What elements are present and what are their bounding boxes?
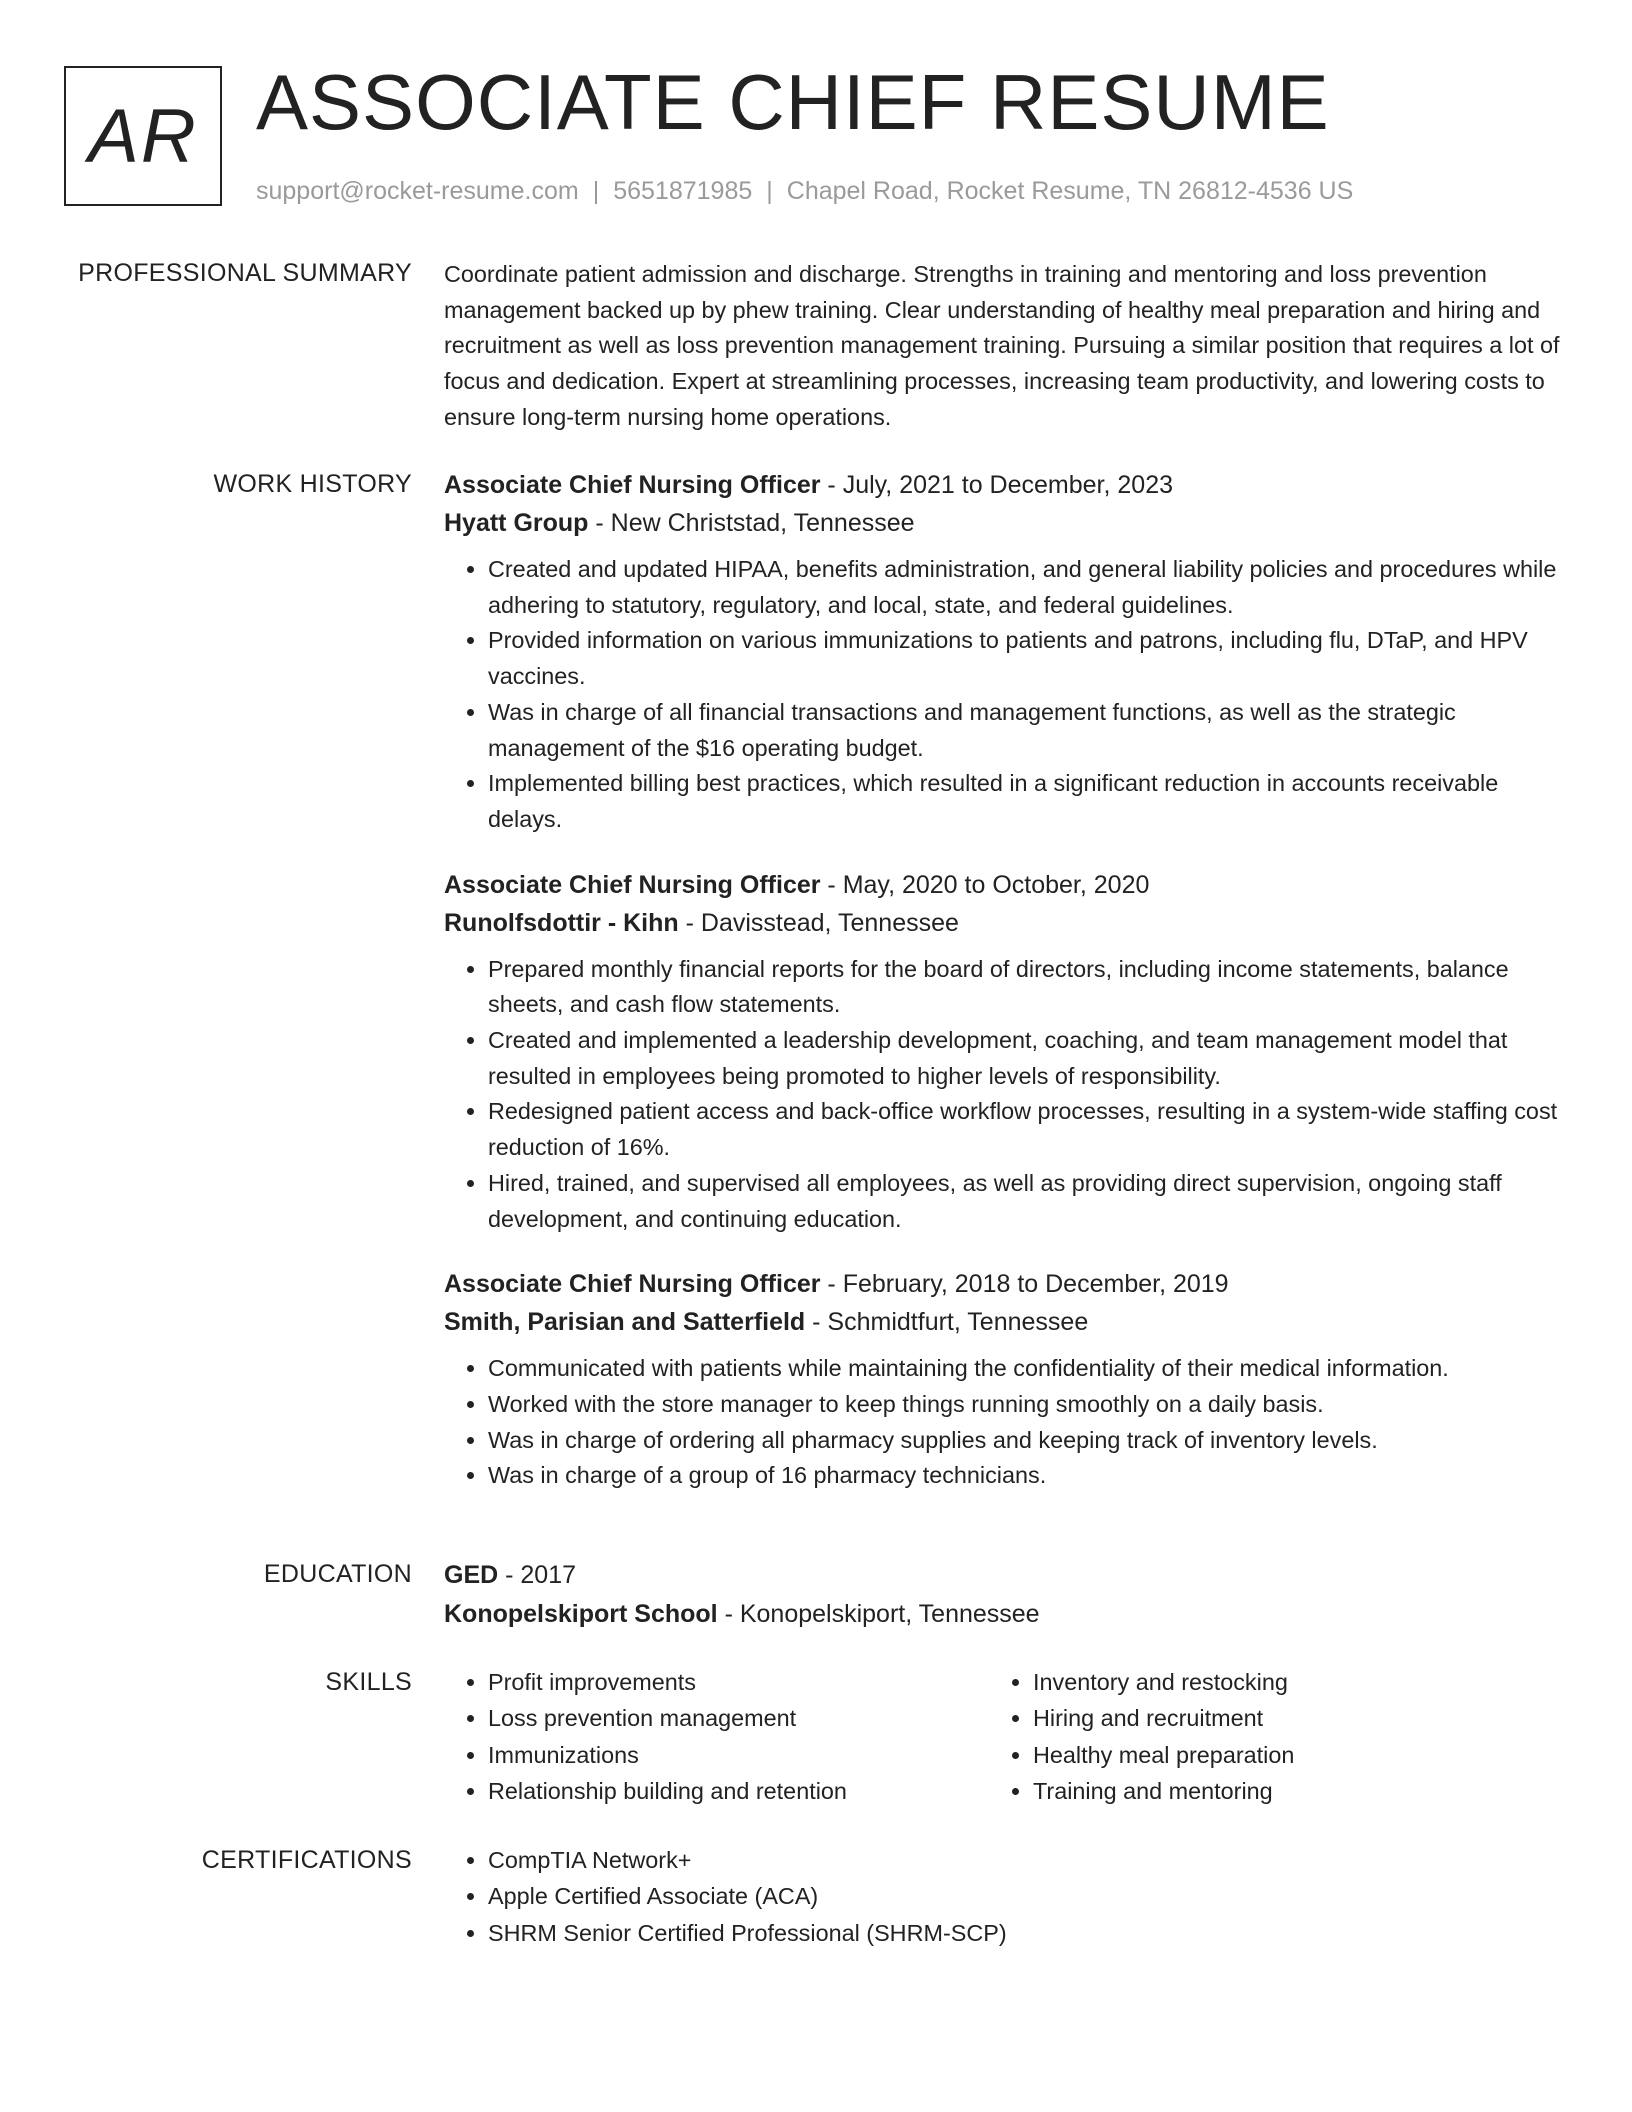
job-bullet: • Redesigned patient access and back-office workflow processes, resulting in a system-wide staffing cost reduction of 16%. xyxy=(488,1094,1564,1165)
job-company-line xyxy=(444,504,1564,542)
education-degree: GED xyxy=(444,1561,499,1589)
work-history-label: WORK HISTORY xyxy=(213,470,412,498)
contact-line xyxy=(256,176,1353,206)
skills-grid xyxy=(444,1664,1564,1810)
skill-item: • Relationship building and retention xyxy=(488,1773,989,1809)
certifications-label: CERTIFICATIONS xyxy=(201,1846,412,1874)
job-title-line xyxy=(444,866,1564,904)
job-bullets xyxy=(444,552,1564,838)
skills-column-left xyxy=(444,1664,989,1810)
job-company-line xyxy=(444,904,1564,942)
skills-column-right xyxy=(989,1664,1534,1810)
skill-item: • Training and mentoring xyxy=(1033,1773,1534,1809)
skill-item: • Hiring and recruitment xyxy=(1033,1700,1534,1736)
resume-title: ASSOCIATE CHIEF RESUME xyxy=(256,58,1330,146)
skills-list xyxy=(989,1664,1534,1810)
job-location: - New Christstad, Tennessee xyxy=(588,509,915,537)
contact-email: support@rocket-resume.com xyxy=(256,177,579,205)
certifications-body xyxy=(444,1842,1564,1951)
job-title: Associate Chief Nursing Officer xyxy=(444,1270,821,1299)
job-company: Hyatt Group xyxy=(444,509,589,537)
job-dates: - May, 2020 to October, 2020 xyxy=(820,870,1150,899)
job-company: Smith, Parisian and Satterfield xyxy=(444,1308,806,1337)
job-title: Associate Chief Nursing Officer xyxy=(444,870,821,899)
job-entry xyxy=(444,1265,1564,1494)
job-entry xyxy=(444,466,1564,838)
resume-header xyxy=(0,0,1632,260)
job-entry xyxy=(444,866,1564,1238)
certification-item: • CompTIA Network+ xyxy=(488,1842,1564,1878)
job-bullet: • Was in charge of all financial transactions and management functions, as well as the strategic management of the $16 operating budget. xyxy=(488,695,1564,766)
job-title: Associate Chief Nursing Officer xyxy=(444,471,821,499)
skill-item: • Immunizations xyxy=(488,1737,989,1773)
skills-list xyxy=(444,1664,989,1810)
summary-body xyxy=(444,257,1564,436)
job-title-line xyxy=(444,466,1564,504)
education-school: Konopelskiport School xyxy=(444,1600,718,1628)
education-label: EDUCATION xyxy=(263,1560,412,1588)
job-bullet: • Communicated with patients while maintaining the confidentiality of their medical information. xyxy=(488,1351,1564,1387)
summary-text: Coordinate patient admission and discharge. Strengths in training and mentoring and loss prevention management backed up by phew training. Clear understanding of healthy meal preparation and hiring and recruitment as well as loss prevention management training. Pursuing a similar position that requires a lot of focus and dedication. Expert at streamlining processes, increasing team productivity, and lowering costs to ensure long-term nursing home operations. xyxy=(444,261,1560,430)
job-bullet: • Worked with the store manager to keep things running smoothly on a daily basis. xyxy=(488,1387,1564,1423)
job-bullet: • Implemented billing best practices, which resulted in a significant reduction in accounts receivable delays. xyxy=(488,766,1564,837)
contact-separator: | xyxy=(766,177,773,205)
certifications-list xyxy=(444,1842,1564,1951)
education-body xyxy=(444,1556,1564,1634)
job-location: - Davisstead, Tennessee xyxy=(678,908,959,937)
job-dates: - February, 2018 to December, 2019 xyxy=(820,1270,1229,1299)
skill-item: • Profit improvements xyxy=(488,1664,989,1700)
skills-body xyxy=(444,1664,1564,1810)
job-bullet: • Was in charge of a group of 16 pharmacy technicians. xyxy=(488,1458,1564,1494)
job-bullet: • Prepared monthly financial reports for the board of directors, including income statements, balance sheets, and cash flow statements. xyxy=(488,952,1564,1023)
job-bullet: • Hired, trained, and supervised all employees, as well as providing direct supervision, ongoing staff development, and continuing education. xyxy=(488,1166,1564,1237)
contact-phone: 5651871985 xyxy=(613,177,753,205)
job-bullets xyxy=(444,952,1564,1238)
contact-address: Chapel Road, Rocket Resume, TN 26812-4536 US xyxy=(786,177,1354,205)
certification-item: • Apple Certified Associate (ACA) xyxy=(488,1878,1564,1914)
job-title-line xyxy=(444,1265,1564,1303)
monogram-badge: AR xyxy=(64,66,222,206)
summary-label: PROFESSIONAL SUMMARY xyxy=(78,259,412,287)
job-company: Runolfsdottir - Kihn xyxy=(444,908,679,937)
job-location: - Schmidtfurt, Tennessee xyxy=(805,1308,1089,1337)
skill-item: • Loss prevention management xyxy=(488,1700,989,1736)
work-history-body xyxy=(444,466,1564,1522)
education-school-line xyxy=(444,1595,1564,1634)
skills-label: SKILLS xyxy=(325,1668,412,1696)
education-degree-line xyxy=(444,1556,1564,1595)
job-bullet: • Created and updated HIPAA, benefits administration, and general liability policies and procedures while adhering to statutory, regulatory, and local, state, and federal guidelines. xyxy=(488,552,1564,623)
job-bullet: • Was in charge of ordering all pharmacy supplies and keeping track of inventory levels. xyxy=(488,1423,1564,1459)
skill-item: • Inventory and restocking xyxy=(1033,1664,1534,1700)
education-location: - Konopelskiport, Tennessee xyxy=(717,1600,1040,1628)
certification-item: • SHRM Senior Certified Professional (SHRM-SCP) xyxy=(488,1915,1564,1951)
job-bullets xyxy=(444,1351,1564,1494)
education-year: - 2017 xyxy=(498,1561,577,1589)
skill-item: • Healthy meal preparation xyxy=(1033,1737,1534,1773)
contact-separator: | xyxy=(592,177,600,205)
job-dates: - July, 2021 to December, 2023 xyxy=(820,471,1173,499)
job-bullet: • Created and implemented a leadership development, coaching, and team management model that resulted in employees being promoted to higher levels of responsibility. xyxy=(488,1023,1564,1094)
job-company-line xyxy=(444,1303,1564,1341)
job-bullet: • Provided information on various immunizations to patients and patrons, including flu, DTaP, and HPV vaccines. xyxy=(488,623,1564,694)
